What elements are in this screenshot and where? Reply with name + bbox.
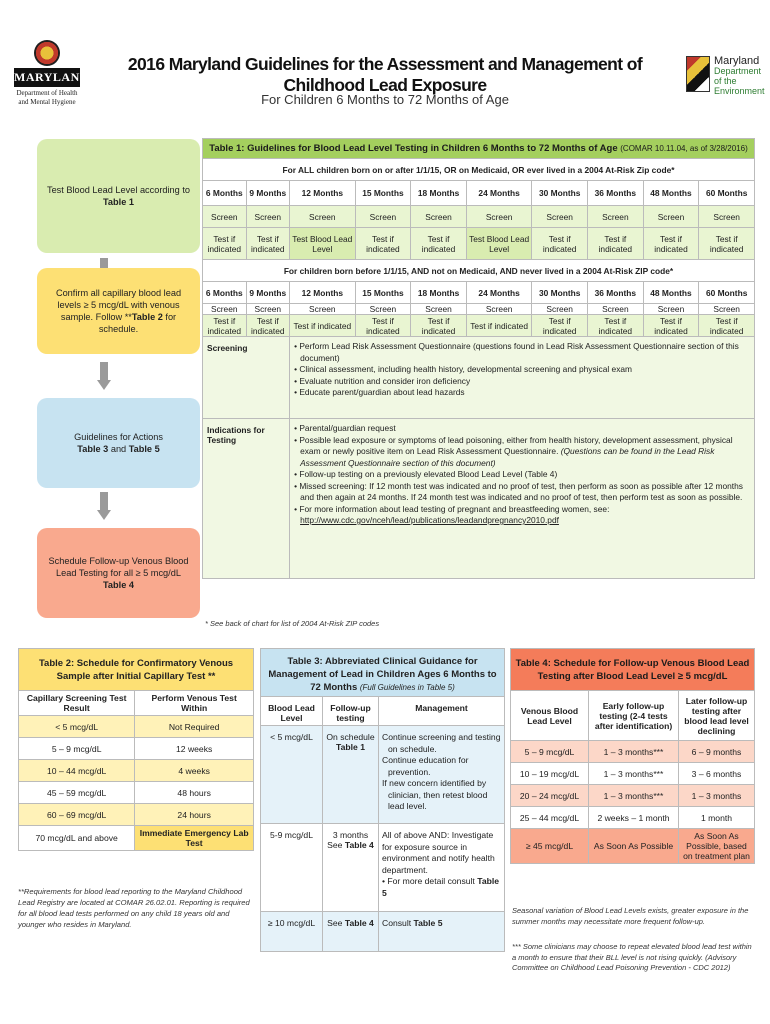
indications-content [290, 419, 755, 579]
table-cell [379, 912, 505, 952]
screen-cell: Screen [355, 206, 411, 228]
month-header: 15 Months [355, 282, 411, 304]
test-cell: Test if indicated [699, 315, 755, 337]
table-3-col-followup: Follow-up testing [323, 697, 379, 726]
flow-step-ref: Table 2 [131, 312, 163, 322]
list-item: • Evaluate nutrition and consider iron deficiency [294, 376, 746, 388]
cell-text: On schedule [326, 732, 375, 742]
seasonal-note: Seasonal variation of Blood Lead Levels exists, greater exposure in the summer months may necessitate more frequent follow-up. [512, 906, 749, 926]
table-cell: 45 – 59 mcg/dL [19, 782, 135, 804]
maryland-flag-icon [686, 56, 710, 92]
cell-ref: Table 4 [344, 840, 374, 850]
table-cell: 20 – 24 mcg/dL [511, 785, 589, 807]
month-header: 9 Months [246, 282, 290, 304]
table-cell: 3 – 6 months [679, 763, 755, 785]
cell-text: All of above AND: Investigate for exposure source in environment and notify health department. [382, 830, 495, 875]
table-row [19, 716, 254, 738]
month-header: 30 Months [532, 282, 588, 304]
screen-cell: Screen [203, 206, 247, 228]
month-header: 60 Months [699, 282, 755, 304]
table-1-title [203, 139, 755, 159]
test-cell: Test if indicated [355, 315, 411, 337]
table-row [511, 829, 755, 864]
flow-step-joiner: and [108, 444, 129, 454]
table-cell: Immediate Emergency Lab Test [135, 826, 254, 851]
table-cell: 48 hours [135, 782, 254, 804]
table-cell: ≥ 45 mcg/dL [511, 829, 589, 864]
test-cell: Test if indicated [203, 315, 247, 337]
table-cell: 5-9 mcg/dL [261, 824, 323, 912]
cell-text: See [327, 918, 343, 928]
table-cell: 1 – 3 months*** [589, 763, 679, 785]
cdc-pregnancy-link[interactable]: http://www.cdc.gov/nceh/lead/publications/leadandpregnancy2010.pdf [300, 515, 559, 525]
table-row [19, 760, 254, 782]
test-cell: Test if indicated [411, 228, 467, 260]
test-cell: Test if indicated [355, 228, 411, 260]
table-cell: 5 – 9 mcg/dL [511, 741, 589, 763]
table-cell: < 5 mcg/dL [261, 726, 323, 824]
table-4-col-early: Early follow-up testing (2-4 tests after identification) [589, 691, 679, 741]
table-cell: 1 – 3 months*** [589, 741, 679, 763]
env-state-name: Maryland [714, 55, 760, 67]
section-b-header: For children born before 1/1/15, AND not on Medicaid, AND never lived in a 2004 At-Risk ZIP code* [203, 260, 755, 282]
list-item: • Parental/guardian request [294, 423, 746, 435]
screen-cell: Screen [411, 304, 467, 315]
test-cell: Test if indicated [532, 315, 588, 337]
flow-step-ref: Table 4 [103, 580, 134, 590]
table-cell: ≥ 10 mcg/dL [261, 912, 323, 952]
screen-cell: Screen [290, 206, 356, 228]
cell-ref: Table 5 [382, 876, 500, 898]
table-4-followup-schedule [510, 648, 755, 864]
flow-step-text: Guidelines for Actions [74, 432, 163, 442]
table-1-title-text: Table 1: Guidelines for Blood Lead Level Testing in Children 6 Months to 72 Months of Age [209, 143, 618, 154]
list-item-note: (Questions can be found in the Lead Risk Assessment Questionnaire section of this document) [300, 446, 715, 468]
screen-cell: Screen [699, 206, 755, 228]
table-cell [379, 726, 505, 824]
cell-ref: Table 5 [413, 918, 443, 928]
table-cell: 5 – 9 mcg/dL [19, 738, 135, 760]
screen-cell: Screen [355, 304, 411, 315]
list-item: • For more information about lead testing of pregnant and breastfeeding women, see: [294, 504, 746, 516]
screen-cell: Screen [246, 206, 290, 228]
table-2-col-within: Perform Venous Test Within [135, 691, 254, 716]
list-item: • Educate parent/guardian about lead hazards [294, 387, 746, 399]
month-header: 48 Months [643, 282, 699, 304]
screen-cell: Screen [411, 206, 467, 228]
table-cell [323, 726, 379, 824]
screening-content [290, 337, 755, 419]
table-cell: < 5 mcg/dL [19, 716, 135, 738]
table-row [511, 741, 755, 763]
flow-step-text: Test Blood Lead Level according to [46, 185, 190, 195]
bullet-text: Continue education for prevention. [382, 755, 469, 777]
test-cell: Test if indicated [246, 315, 290, 337]
page-subtitle: For Children 6 Months to 72 Months of Age [261, 92, 509, 107]
flow-step-actions [37, 398, 200, 488]
table-cell: 60 – 69 mcg/dL [19, 804, 135, 826]
flow-step-confirm [37, 268, 200, 354]
table-cell: 6 – 9 months [679, 741, 755, 763]
test-cell: Test if indicated [411, 315, 467, 337]
table-4-col-bll: Venous Blood Lead Level [511, 691, 589, 741]
table-cell: 10 – 19 mcg/dL [511, 763, 589, 785]
flow-step-ref: Table 3 [77, 444, 109, 454]
screen-cell: Screen [643, 304, 699, 315]
page-title: 2016 Maryland Guidelines for the Assessment and Management of Childhood Lead Exposure [127, 54, 643, 95]
test-cell: Test if indicated [532, 228, 588, 260]
table-row [261, 726, 505, 824]
env-dept-name: Department of the Environment [714, 66, 765, 96]
table-row [511, 763, 755, 785]
maryland-health-logo [14, 40, 89, 107]
screen-cell: Screen [203, 304, 247, 315]
month-header: 9 Months [246, 181, 290, 206]
test-cell: Test if indicated [466, 315, 532, 337]
table-4-title: Table 4: Schedule for Follow-up Venous Blood Lead Testing after Blood Lead Level ≥ 5 mcg/dL [511, 649, 755, 691]
table-cell: 12 weeks [135, 738, 254, 760]
table-3-clinical-guidance [260, 648, 505, 952]
month-header: 60 Months [699, 181, 755, 206]
list-item-text: Possible lead exposure or symptoms of lead poisoning, either from health history, development assessment, physical exam or newly positive item on Lead Risk Assessment Questionnaire. [299, 434, 733, 456]
screen-cell: Screen [643, 206, 699, 228]
clinician-note: *** Some clinicians may choose to repeat elevated blood lead test within a month to ensure that their BLL level is not rising quickly. (Advisory Committee on Childhood Lead Poisoning Prevention - CDC 2012) [512, 942, 752, 972]
cell-ref: Table 4 [344, 918, 374, 928]
table-cell: 2 weeks – 1 month [589, 807, 679, 829]
month-header: 24 Months [466, 282, 532, 304]
table-row [261, 824, 505, 912]
test-cell: Test if indicated [643, 228, 699, 260]
table-row [19, 782, 254, 804]
test-cell: Test Blood Lead Level [466, 228, 532, 260]
table-cell [323, 912, 379, 952]
table-cell: 70 mcg/dL and above [19, 826, 135, 851]
flow-step-ref: Table 5 [128, 444, 160, 454]
screen-cell: Screen [532, 206, 588, 228]
test-cell: Test Blood Lead Level [290, 228, 356, 260]
flow-step-ref: Table 1 [103, 197, 134, 207]
table-1-title-note: (COMAR 10.11.04, as of 3/28/2016) [620, 144, 748, 153]
state-seal-icon [34, 40, 60, 66]
table-row [19, 738, 254, 760]
month-header: 6 Months [203, 282, 247, 304]
screen-cell: Screen [466, 206, 532, 228]
month-header: 12 Months [290, 282, 356, 304]
table-row [19, 804, 254, 826]
screen-cell: Screen [588, 304, 644, 315]
cell-ref: Table 1 [336, 742, 365, 752]
month-header: 48 Months [643, 181, 699, 206]
month-header: 12 Months [290, 181, 356, 206]
month-header: 36 Months [588, 282, 644, 304]
table-3-title [261, 649, 505, 697]
list-item: • Perform Lead Risk Assessment Questionnaire (questions found in Lead Risk Assessment Questionnaire section of this document) [294, 341, 746, 364]
table-cell: 10 – 44 mcg/dL [19, 760, 135, 782]
cell-text: 3 months See [327, 830, 369, 850]
header [0, 0, 770, 130]
table-cell: Not Required [135, 716, 254, 738]
screen-cell: Screen [246, 304, 290, 315]
month-header: 6 Months [203, 181, 247, 206]
table-cell [323, 824, 379, 912]
flow-step-text: Schedule Follow-up Venous Blood Lead Testing for all ≥ 5 mcg/dL [48, 556, 189, 578]
screening-label: Screening [203, 337, 290, 419]
test-cell: Test if indicated [588, 315, 644, 337]
bullet-text: Continue screening and testing on schedule. [382, 732, 501, 754]
screen-cell: Screen [290, 304, 356, 315]
table-2-confirmatory-schedule [18, 648, 254, 851]
flow-step-text: Confirm all capillary blood lead levels ≥ 5 mcg/dL with venous sample. Follow ** [55, 288, 182, 322]
table-3-col-bll: Blood Lead Level [261, 697, 323, 726]
table-1-testing-guidelines [202, 138, 755, 579]
maryland-wordmark: MARYLAND [14, 68, 80, 87]
month-header: 15 Months [355, 181, 411, 206]
screen-cell: Screen [588, 206, 644, 228]
section-a-header: For ALL children born on or after 1/1/15, OR on Medicaid, OR ever lived in a 2004 At-Risk Zip code* [203, 159, 755, 181]
table-cell: 25 – 44 mcg/dL [511, 807, 589, 829]
month-header: 30 Months [532, 181, 588, 206]
test-cell: Test if indicated [588, 228, 644, 260]
table-cell: As Soon As Possible, based on treatment plan [679, 829, 755, 864]
list-item: • Missed screening: If 12 month test was indicated and no proof of test, then perform as soon as possible after 12 months and then again at 24 months. If 24 month test was indicated and no proof of test, then perform test as soon as possible. [294, 481, 746, 504]
month-header: 18 Months [411, 181, 467, 206]
table-4-col-later: Later follow-up testing after blood lead level declining [679, 691, 755, 741]
bullet-text: If new concern identified by clinician, then retest blood lead level. [382, 778, 488, 811]
table-3-col-management: Management [379, 697, 505, 726]
table-cell: 1 – 3 months [679, 785, 755, 807]
bullet-text: • For more detail consult Table 5 [382, 876, 500, 898]
test-cell: Test if indicated [699, 228, 755, 260]
list-item: • Follow-up testing on a previously elevated Blood Lead Level (Table 4) [294, 469, 746, 481]
month-header: 18 Months [411, 282, 467, 304]
test-cell: Test if indicated [203, 228, 247, 260]
list-item [294, 435, 746, 470]
cell-text: Consult [382, 918, 412, 928]
table-cell: 1 month [679, 807, 755, 829]
reporting-note: **Requirements for blood lead reporting to the Maryland Childhood Lead Registry are located at COMAR 26.02.01. Reporting is required for all blood lead tests performed on any child 18 years old and younger who resides in Maryland. [18, 887, 250, 929]
table-2-col-result: Capillary Screening Test Result [19, 691, 135, 716]
indications-label: Indications for Testing [203, 419, 290, 579]
screen-cell: Screen [699, 304, 755, 315]
table-cell: As Soon As Possible [589, 829, 679, 864]
flow-step-test [37, 139, 200, 253]
table-row [261, 912, 505, 952]
health-department-name: Department of Health and Mental Hygiene [16, 89, 78, 106]
table-cell: 24 hours [135, 804, 254, 826]
table-3-title-note: (Full Guidelines in Table 5) [359, 683, 455, 692]
month-header: 36 Months [588, 181, 644, 206]
zip-footnote: * See back of chart for list of 2004 At-Risk ZIP codes [205, 619, 380, 628]
arrow-down-icon [97, 492, 111, 522]
test-cell: Test if indicated [246, 228, 290, 260]
screen-cell: Screen [532, 304, 588, 315]
table-row [511, 785, 755, 807]
table-cell: 4 weeks [135, 760, 254, 782]
test-cell: Test if indicated [643, 315, 699, 337]
table-row [511, 807, 755, 829]
table-3-title-text: Table 3: Abbreviated Clinical Guidance for Management of Lead in Children Ages 6 Months to 72 Months [268, 656, 497, 693]
flow-step-tail: for schedule. [98, 312, 177, 334]
table-cell [379, 824, 505, 912]
table-cell: 1 – 3 months*** [589, 785, 679, 807]
test-cell: Test if indicated [290, 315, 356, 337]
arrow-down-icon [97, 362, 111, 392]
month-header: 24 Months [466, 181, 532, 206]
flow-step-followup [37, 528, 200, 618]
screen-cell: Screen [466, 304, 532, 315]
list-item: • Clinical assessment, including health history, developmental screening and physical exam [294, 364, 746, 376]
table-row [19, 826, 254, 851]
table-2-title: Table 2: Schedule for Confirmatory Venous Sample after Initial Capillary Test ** [19, 649, 254, 691]
cell-text: For more detail consult [387, 876, 475, 886]
